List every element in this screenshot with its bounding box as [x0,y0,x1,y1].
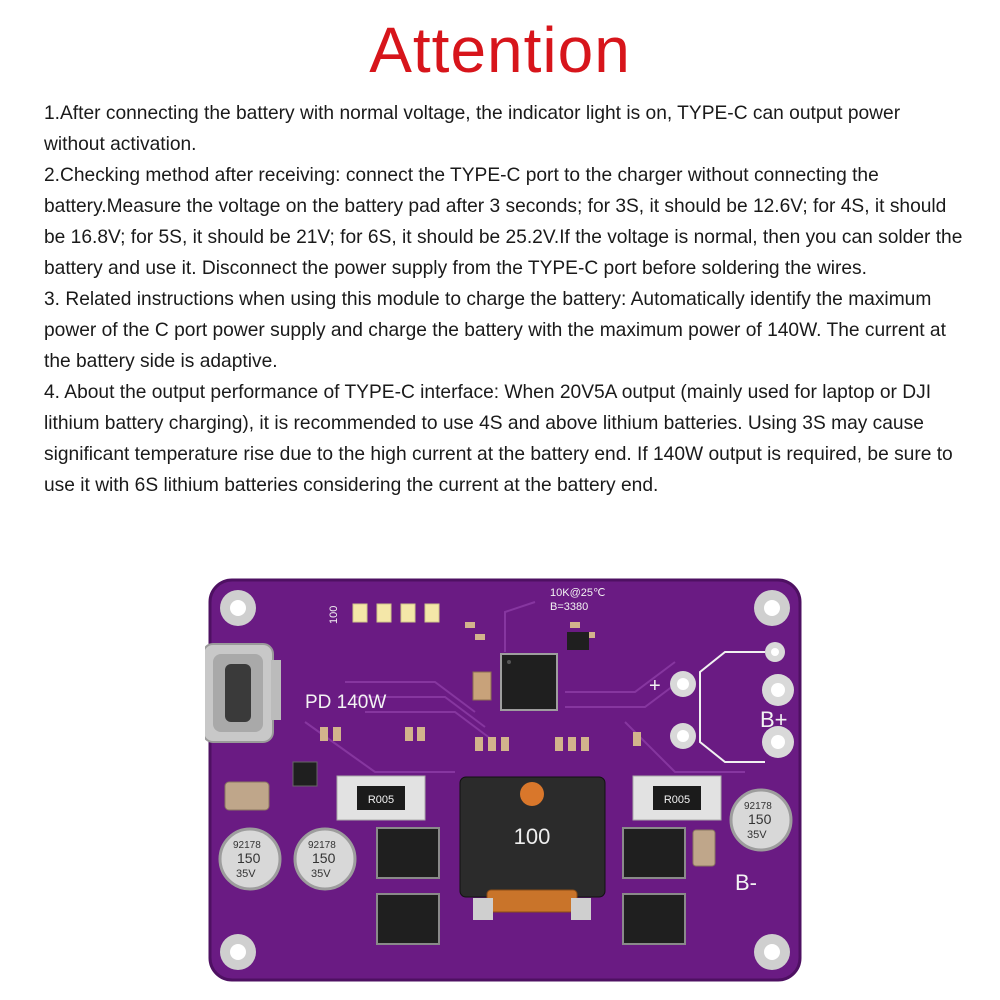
electrolytic-cap-2 [295,829,355,889]
note-2: 2.Checking method after receiving: connect the TYPE-C port to the charger without connecting the battery.Measure the voltage on the battery pad after 3 seconds; for 3S, it should be 12.6V; for 4S, it should be 16.8V; for 5S, it should be 21V; for 6S, it should be 25.2V.If the voltage is normal, then you can solder the battery and use it. Disconnect the power supply from the TYPE-C port before soldering the wires. [44,165,963,279]
electrolytic-cap-1 [220,829,280,889]
note-1: 1.After connecting the battery with normal voltage, the indicator light is on, TYPE-C can output power without activation. [44,103,901,155]
svg-text:35V: 35V [311,868,331,880]
mounting-hole-bottom-left [220,934,256,970]
svg-text:R005: R005 [663,794,691,806]
pcb-board-photo [205,572,805,987]
electrolytic-cap-3 [731,790,791,850]
power-inductor [460,777,605,920]
notes-list [44,98,964,501]
svg-text:150: 150 [748,811,772,827]
shunt-resistor-left [337,776,425,820]
mosfet-3 [623,828,685,878]
led-label: 100 [328,605,340,624]
note-4: 4. About the output performance of TYPE-C interface: When 20V5A output (mainly used for laptop or DJI lithium battery charging), it is recommended to use 4S and above lithium batteries. Using 3S may cause significant temperature rise due to the high current at the battery end. If 140W output is required, be sure to use it with 6S lithium batteries considering the current at the battery end. [44,382,953,496]
mounting-hole-top-left [220,590,256,626]
svg-text:92178: 92178 [744,801,772,812]
svg-text:35V: 35V [747,829,767,841]
plus-label: + [649,675,661,697]
mounting-hole-bottom-right [754,934,790,970]
page-title: Attention [369,14,631,86]
svg-text:150: 150 [237,850,261,866]
thermistor-label-2: B=3380 [550,601,589,613]
pd-label: PD 140W [305,692,387,713]
svg-text:100: 100 [513,824,551,849]
thermistor-label-1: 10K@25℃ [550,587,606,599]
b-minus-label: B- [735,870,757,895]
svg-text:35V: 35V [236,868,256,880]
shunt-resistor-right [633,776,721,820]
usb-c-port [205,644,281,742]
svg-text:92178: 92178 [233,840,261,851]
mosfet-1 [377,828,439,878]
b-plus-label: B+ [760,707,788,732]
mosfet-2 [377,894,439,944]
svg-text:R005: R005 [367,794,395,806]
svg-text:150: 150 [312,850,336,866]
svg-text:92178: 92178 [308,840,336,851]
note-3: 3. Related instructions when using this module to charge the battery: Automatically identify the maximum power of the C port power supply and charge the battery with the maximum power of 140W. The current at the battery side is adaptive. [44,289,946,372]
mounting-hole-top-right [754,590,790,626]
mosfet-4 [623,894,685,944]
